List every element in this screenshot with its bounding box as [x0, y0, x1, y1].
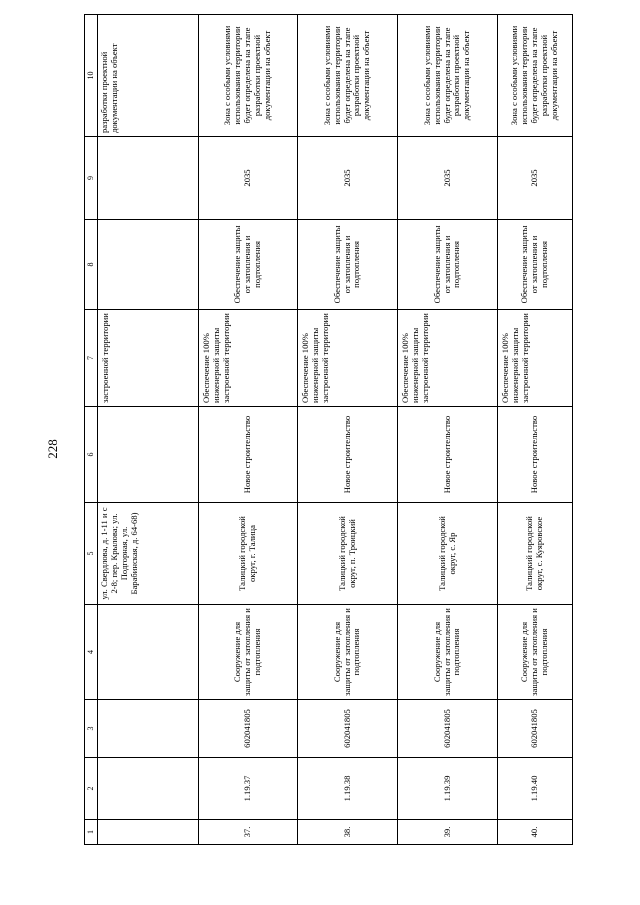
table-row — [398, 15, 498, 845]
continuation-characteristics: застроенной территории — [98, 310, 199, 407]
row-name: Сооружение для защиты от затопления и подтопления — [199, 605, 298, 700]
header-cell: 9 — [85, 137, 98, 220]
row-zone: Зона с особыми условиями использования территории будет определена на этапе разработки проектной документации на объект — [498, 15, 573, 137]
row-zone: Зона с особыми условиями использования территории будет определена на этапе разработки проектной документации на объект — [398, 15, 498, 137]
continuation-zone: разработки проектной документации на объект — [98, 15, 199, 137]
row-kind: 602041805 — [398, 700, 498, 758]
row-status: Новое строительство — [498, 407, 573, 503]
row-characteristics: Обеспечение 100% инженерной защиты застроенной территории — [498, 310, 573, 407]
row-kind: 602041805 — [298, 700, 398, 758]
header-cell: 3 — [85, 700, 98, 758]
row-code: 1.19.39 — [398, 758, 498, 820]
row-status: Новое строительство — [298, 407, 398, 503]
row-number: 39. — [398, 820, 498, 845]
row-kind: 602041805 — [199, 700, 298, 758]
row-status: Новое строительство — [398, 407, 498, 503]
header-cell: 7 — [85, 310, 98, 407]
table-cell — [98, 820, 199, 845]
header-cell: 4 — [85, 605, 98, 700]
table-cell — [98, 605, 199, 700]
row-name: Сооружение для защиты от затопления и подтопления — [298, 605, 398, 700]
row-purpose: Обеспечение защиты от затопления и подтопления — [398, 220, 498, 310]
continuation-row — [98, 15, 199, 845]
row-characteristics: Обеспечение 100% инженерной защиты застроенной территории — [398, 310, 498, 407]
table-row — [199, 15, 298, 845]
row-location: Талицкий городской округ, г. Талица — [199, 503, 298, 605]
row-location: Талицкий городской округ, с. Куяровское — [498, 503, 573, 605]
row-purpose: Обеспечение защиты от затопления и подтопления — [498, 220, 573, 310]
header-cell: 6 — [85, 407, 98, 503]
row-purpose: Обеспечение защиты от затопления и подтопления — [298, 220, 398, 310]
table-cell — [98, 220, 199, 310]
row-year: 2035 — [199, 137, 298, 220]
table-cell — [98, 407, 199, 503]
table-cell — [98, 700, 199, 758]
row-zone: Зона с особыми условиями использования территории будет определена на этапе разработки проектной документации на объект — [298, 15, 398, 137]
row-year: 2035 — [298, 137, 398, 220]
row-name: Сооружение для защиты от затопления и подтопления — [398, 605, 498, 700]
table-row — [298, 15, 398, 845]
table-cell — [98, 137, 199, 220]
row-kind: 602041805 — [498, 700, 573, 758]
header-cell: 8 — [85, 220, 98, 310]
row-number: 37. — [199, 820, 298, 845]
row-year: 2035 — [398, 137, 498, 220]
row-zone: Зона с особыми условиями использования территории будет определена на этапе разработки проектной документации на объект — [199, 15, 298, 137]
rotated-table-wrapper — [84, 15, 572, 845]
row-characteristics: Обеспечение 100% инженерной защиты застроенной территории — [298, 310, 398, 407]
header-cell: 2 — [85, 758, 98, 820]
row-number: 38. — [298, 820, 398, 845]
header-cell: 1 — [85, 820, 98, 845]
row-location: Талицкий городской округ, п. Троицкий — [298, 503, 398, 605]
row-name: Сооружение для защиты от затопления и подтопления — [498, 605, 573, 700]
row-code: 1.19.37 — [199, 758, 298, 820]
row-status: Новое строительство — [199, 407, 298, 503]
row-year: 2035 — [498, 137, 573, 220]
header-row — [85, 15, 98, 845]
row-code: 1.19.40 — [498, 758, 573, 820]
page-number: 228 — [45, 439, 60, 459]
header-cell: 10 — [85, 15, 98, 137]
table-cell — [98, 758, 199, 820]
table-row — [498, 15, 573, 845]
row-purpose: Обеспечение защиты от затопления и подтопления — [199, 220, 298, 310]
objects-table — [84, 14, 573, 845]
header-cell: 5 — [85, 503, 98, 605]
row-location: Талицкий городской округ, с. Яр — [398, 503, 498, 605]
row-characteristics: Обеспечение 100% инженерной защиты застроенной территории — [199, 310, 298, 407]
row-number: 40. — [498, 820, 573, 845]
row-code: 1.19.38 — [298, 758, 398, 820]
continuation-location: ул. Свердлова, д. 1-11 и с 2-8; пер. Крылова; ул. Подгорная, ул. Барабинская, д. 64-68) — [98, 503, 199, 605]
